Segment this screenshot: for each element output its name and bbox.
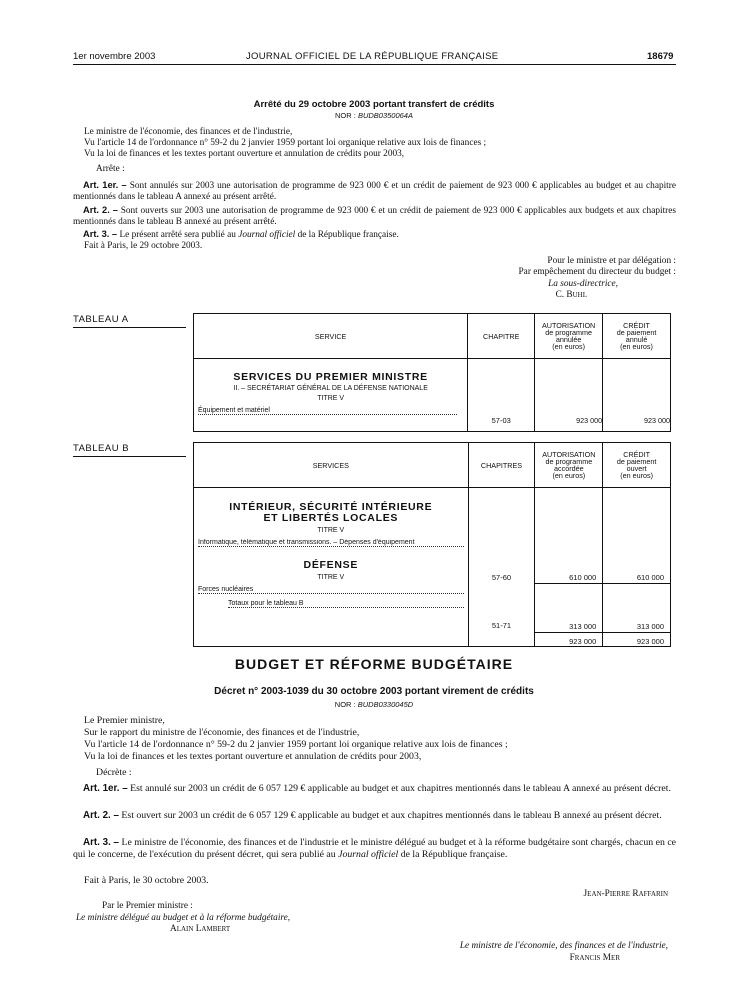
arrete-visa-2: Vu l'article 14 de l'ordonnance n° 59-2 du 2 janvier 1959 portant loi organique relative aux lois de finances ; bbox=[84, 138, 487, 148]
tableau-b-section2-titre: TITRE V bbox=[317, 574, 345, 581]
tableau-b-chapitres-col bbox=[468, 488, 535, 647]
arrete-fait: Fait à Paris, le 29 octobre 2003. bbox=[84, 241, 203, 251]
tableau-b-label-rule bbox=[73, 456, 186, 457]
tableau-a-label-rule bbox=[73, 327, 186, 328]
tableau-b-table bbox=[193, 442, 671, 647]
tableau-b-row2-ap: 313 000 bbox=[535, 622, 602, 633]
arrete-signature-line-3: La sous-directrice, bbox=[548, 279, 618, 289]
tableau-b-total-label: Totaux pour le tableau B bbox=[228, 600, 464, 608]
decret-par-premier-ministre: Par le Premier ministre : bbox=[102, 901, 193, 911]
tableau-a-subsection: II. – SECRÉTARIAT GÉNÉRAL DE LA DÉFENSE NATIONALE bbox=[233, 385, 428, 392]
tableau-b-section1-title-1: INTÉRIEUR, SÉCURITÉ INTÉRIEURE bbox=[229, 501, 433, 513]
tableau-b-total-ap: 923 000 bbox=[569, 637, 597, 646]
decret-title: Décret n° 2003-1039 du 30 octobre 2003 portant virement de crédits bbox=[214, 686, 534, 697]
decret-ministre-delegue-name: Alain Lambert bbox=[170, 924, 231, 934]
decret-visa-2: Sur le rapport du ministre de l'économie, des finances et de l'industrie, bbox=[84, 727, 360, 738]
tableau-b-row1-chapitre: 57-60 bbox=[491, 573, 512, 582]
decret-premier-ministre-name: Jean-Pierre Raffarin bbox=[583, 889, 668, 899]
decret-nor: NOR : BUDB0330045D bbox=[334, 700, 414, 709]
decret-article-3: Art. 3. – Le ministre de l'économie, des finances et de l'industrie et le ministre délégué au budget et à la réforme budgétaire sont chargés, chacun en ce qui le concerne, de l'exécution du présent décret, qui sera publié au Journal officiel de la République française. bbox=[73, 837, 677, 860]
decret-article-2: Art. 2. – Est ouvert sur 2003 un crédit de 6 057 129 € applicable au budget et aux chapitres mentionnés dans le tableau B annexé au présent décret. bbox=[83, 810, 662, 821]
tableau-b-row2-chapitre: 51-71 bbox=[491, 621, 512, 630]
tableau-a-titre: TITRE V bbox=[317, 395, 345, 402]
tableau-a-row-chapitre: 57-03 bbox=[468, 359, 535, 432]
header-page-number: 18679 bbox=[647, 51, 674, 62]
tableau-a-table bbox=[193, 313, 671, 432]
decret-visa-1: Le Premier ministre, bbox=[84, 715, 165, 726]
arrete-article-3: Art. 3. – Le présent arrêté sera publié au Journal officiel de la République française. bbox=[83, 229, 399, 240]
tableau-a-header-credit: CRÉDIT de paiement annulé (en euros) bbox=[603, 314, 671, 359]
tableau-a-header-autorisation: AUTORISATION de programme annulée (en euros) bbox=[535, 314, 603, 359]
decret-visa-4: Vu la loi de finances et les textes portant ouverture et annulation de crédits pour 2003, bbox=[84, 751, 422, 762]
tableau-b-row2-label: Forces nucléaires bbox=[198, 586, 464, 594]
arrete-signature-line-2: Par empêchement du directeur du budget : bbox=[518, 267, 676, 277]
tableau-b-total-cp: 923 000 bbox=[636, 637, 664, 646]
decret-article-1: Art. 1er. – Est annulé sur 2003 un crédit de 6 057 129 € applicable au budget et aux chapitres mentionnés dans le tableau A annexé au présent décret. bbox=[83, 783, 671, 794]
tableau-b-header-credit: CRÉDIT de paiement ouvert (en euros) bbox=[603, 443, 671, 488]
tableau-a-service-cell bbox=[194, 359, 468, 432]
arrete-article-1: Art. 1er. – Sont annulés sur 2003 une autorisation de programme de 923 000 € et un crédit de paiement de 923 000 € applicables au budget et au chapitre mentionnés dans le tableau A annexé au présent arrêté. bbox=[73, 180, 676, 202]
tableau-a-row-label: Équipement et matériel bbox=[198, 407, 457, 415]
tableau-a-header-service: SERVICE bbox=[194, 314, 468, 359]
arrete-article-2: Art. 2. – Sont ouverts sur 2003 une autorisation de programme de 923 000 € et un crédit de paiement de 923 000 € applicables aux budgets et aux chapitres mentionnés dans le tableau B annexé au présent arrêté. bbox=[73, 205, 676, 227]
header-date: 1er novembre 2003 bbox=[73, 51, 156, 62]
tableau-b-header-chapitres: CHAPITRES bbox=[468, 443, 535, 488]
tableau-b-row2-cp: 313 000 bbox=[603, 622, 670, 633]
tableau-b-service-cell bbox=[194, 488, 469, 647]
arrete-arrete-word: Arrête : bbox=[96, 164, 125, 174]
arrete-visa-1: Le ministre de l'économie, des finances et de l'industrie, bbox=[84, 127, 293, 137]
tableau-b-cp-col bbox=[603, 488, 671, 647]
tableau-a-header-chapitre: CHAPITRE bbox=[468, 314, 535, 359]
budget-heading: BUDGET ET RÉFORME BUDGÉTAIRE bbox=[234, 656, 514, 672]
arrete-signature-line-1: Pour le ministre et par délégation : bbox=[547, 256, 676, 266]
decret-decrete-word: Décrète : bbox=[96, 767, 132, 778]
tableau-a-row-ap: 923 000 bbox=[535, 359, 603, 432]
tableau-b-row1-cp: 610 000 bbox=[603, 573, 670, 584]
decret-ministre-delegue: Le ministre délégué au budget et à la réforme budgétaire, bbox=[76, 913, 291, 923]
tableau-b-header-service: SERVICES bbox=[194, 443, 469, 488]
tableau-b-section1-titre: TITRE V bbox=[317, 527, 345, 534]
tableau-b-label: TABLEAU B bbox=[73, 443, 130, 454]
tableau-a-section-title: SERVICES DU PREMIER MINISTRE bbox=[233, 371, 428, 383]
tableau-a-label: TABLEAU A bbox=[73, 314, 129, 325]
tableau-b-row1-ap: 610 000 bbox=[535, 573, 602, 584]
tableau-b-ap-col bbox=[535, 488, 603, 647]
decret-ministre-economie-name: Francis Mer bbox=[569, 953, 620, 963]
decret-fait: Fait à Paris, le 30 octobre 2003. bbox=[84, 875, 209, 886]
header-journal-title: JOURNAL OFFICIEL DE LA RÉPUBLIQUE FRANÇAISE bbox=[246, 51, 499, 62]
tableau-b-row1-label: Informatique, télématique et transmissions. – Dépenses d'équipement bbox=[198, 539, 464, 547]
tableau-b-section2-title: DÉFENSE bbox=[303, 559, 359, 571]
tableau-a-row-cp: 923 000 bbox=[603, 359, 671, 432]
header-rule bbox=[73, 64, 676, 65]
arrete-nor: NOR : BUDB0350064A bbox=[335, 111, 413, 120]
arrete-title: Arrêté du 29 octobre 2003 portant transfert de crédits bbox=[253, 99, 495, 110]
arrete-visa-3: Vu la loi de finances et les textes portant ouverture et annulation de crédits pour 2003, bbox=[84, 149, 405, 159]
decret-ministre-economie: Le ministre de l'économie, des finances et de l'industrie, bbox=[459, 941, 668, 951]
tableau-b-section1-title-2: ET LIBERTÉS LOCALES bbox=[263, 512, 399, 524]
arrete-signatory-name: C. Buhl bbox=[555, 290, 587, 300]
tableau-b-header-autorisation: AUTORISATION de programme accordée (en euros) bbox=[535, 443, 603, 488]
decret-visa-3: Vu l'article 14 de l'ordonnance n° 59-2 du 2 janvier 1959 portant loi organique relative aux lois de finances ; bbox=[84, 739, 508, 750]
